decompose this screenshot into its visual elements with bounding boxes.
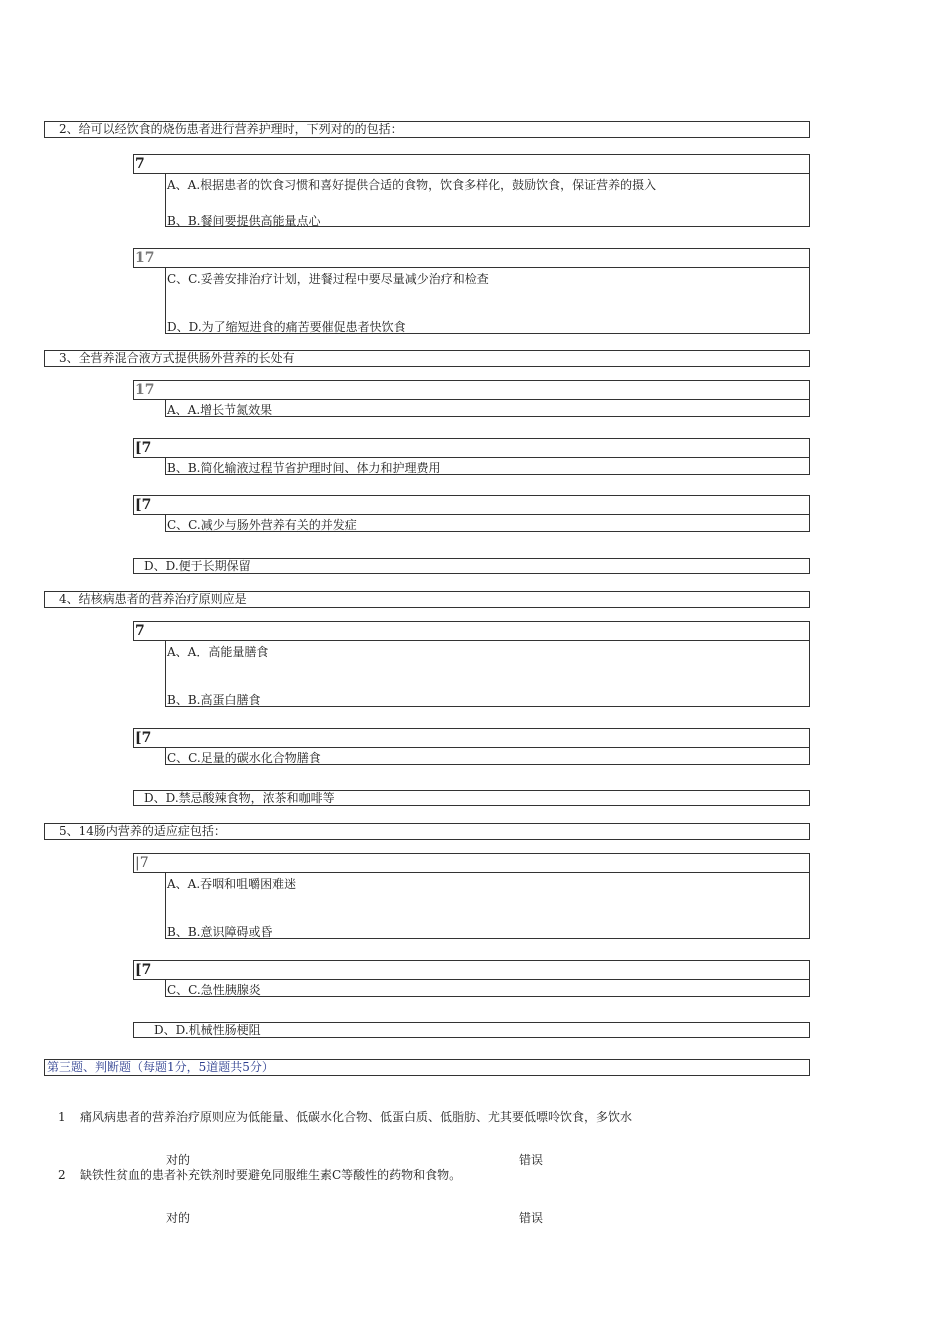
answer-true[interactable]: 对的: [166, 1153, 191, 1167]
option-b[interactable]: B、B.意识障碍或昏: [167, 925, 273, 939]
tf-question-2: [58, 1166, 461, 1183]
option-c[interactable]: C、C.急性胰腺炎: [167, 983, 261, 997]
option-b[interactable]: B、B.餐间要提供高能量点心: [167, 214, 321, 228]
option-group: [165, 515, 810, 532]
option-group-mark: |7: [133, 853, 810, 873]
option-group: [165, 174, 810, 227]
option-group-mark: 17: [133, 248, 810, 268]
option-group: [165, 400, 810, 417]
question-3-title: 3、全营养混合液方式提供肠外营养的长处有: [44, 350, 810, 367]
option-group: [165, 748, 810, 765]
answer-false[interactable]: 错误: [519, 1153, 544, 1167]
option-group-mark: [7: [133, 960, 810, 980]
option-c[interactable]: C、C.妥善安排治疗计划，进餐过程中要尽量减少治疗和检查: [167, 272, 489, 286]
question-text: 缺铁性贫血的患者补充铁剂时要避免同服维生素C等酸性的药物和食物。: [80, 1168, 462, 1182]
option-d[interactable]: D、D.便于长期保留: [133, 558, 810, 574]
option-c[interactable]: C、C.减少与肠外营养有关的并发症: [167, 518, 357, 532]
option-group-mark: [7: [133, 438, 810, 458]
option-group: [165, 873, 810, 939]
option-a[interactable]: A、A.吞咽和咀嚼困难迷: [167, 877, 297, 891]
option-group: [165, 268, 810, 334]
option-group-mark: 7: [133, 621, 810, 641]
question-5-title: 5、14肠内营养的适应症包括：: [44, 823, 810, 840]
answer-false[interactable]: 错误: [519, 1211, 544, 1225]
option-group-mark: [7: [133, 495, 810, 515]
section-3-heading: 第三题、判断题（每题1分，5道题共5分）: [44, 1059, 810, 1076]
option-group-mark: 7: [133, 154, 810, 174]
option-d[interactable]: D、D.机械性肠梗阻: [133, 1022, 810, 1038]
option-group-mark: 17: [133, 380, 810, 400]
option-b[interactable]: B、B.简化输液过程节省护理时间、体力和护理费用: [167, 461, 441, 475]
option-group: [165, 641, 810, 707]
option-a[interactable]: A、A．高能量膳食: [167, 645, 269, 659]
option-group: [165, 980, 810, 997]
option-d[interactable]: D、D.为了缩短进食的痛苦要催促患者快饮食: [167, 320, 406, 334]
option-d[interactable]: D、D.禁忌酸辣食物，浓茶和咖啡等: [133, 790, 810, 806]
question-4-title: 4、结核病患者的营养治疗原则应是: [44, 591, 810, 608]
question-number: 2: [58, 1168, 66, 1182]
question-2-title: 2、给可以经饮食的烧伤患者进行营养护理时，下列对的的包括：: [44, 121, 810, 138]
option-a[interactable]: A、A.根据患者的饮食习惯和喜好提供合适的食物，饮食多样化，鼓励饮食，保证营养的摄入: [167, 178, 657, 192]
option-group: [165, 458, 810, 475]
question-text: 痛风病患者的营养治疗原则应为低能量、低碳水化合物、低蛋白质、低脂肪、尤其要低嘌呤饮食，多饮水: [80, 1110, 633, 1124]
tf-question-1: [58, 1108, 632, 1125]
question-number: 1: [58, 1110, 66, 1124]
option-c[interactable]: C、C.足量的碳水化合物膳食: [167, 751, 321, 765]
answer-true[interactable]: 对的: [166, 1211, 191, 1225]
option-b[interactable]: B、B.高蛋白膳食: [167, 693, 261, 707]
option-a[interactable]: A、A.增长节氮效果: [167, 403, 273, 417]
option-group-mark: [7: [133, 728, 810, 748]
